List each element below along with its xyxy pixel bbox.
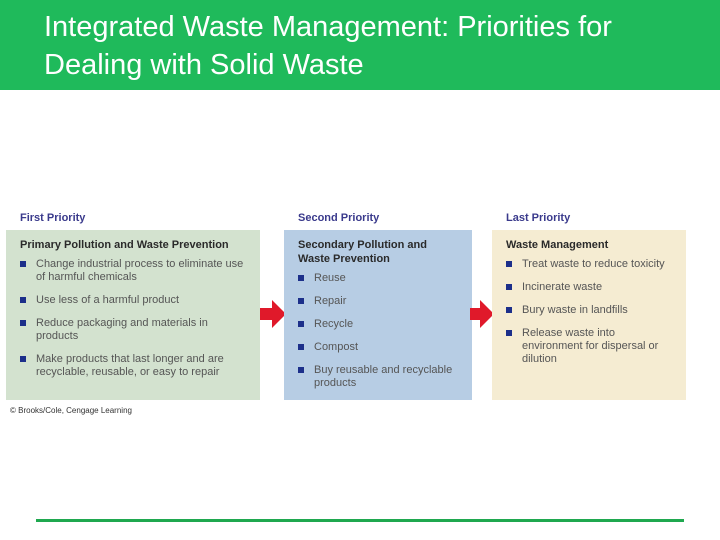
priority-label-second: Second Priority [298,212,380,224]
list-item-text: Reuse [314,272,346,284]
list-item [506,327,672,366]
list-item-text: Buy reusable and recyclable products [314,364,453,389]
square-bullet-icon [506,330,512,336]
list-item-text: Recycle [314,318,354,330]
square-bullet-icon [298,367,304,373]
square-bullet-icon [506,307,512,313]
priority-label-last: Last Priority [506,212,571,224]
square-bullet-icon [20,297,26,303]
list-item-text: Bury waste in landfills [522,304,628,316]
panel-first-priority [6,230,260,400]
panel-heading: Primary Pollution and Waste Prevention [20,239,229,251]
list-item-text: Compost [314,341,359,353]
list-item [506,258,672,271]
list-item [506,281,672,294]
panel-heading: Secondary Pollution and Waste Prevention [298,239,427,265]
panel-last-priority [492,230,686,400]
list-item-text: Treat waste to reduce toxicity [522,258,665,270]
priority-label-first: First Priority [20,212,86,224]
list-item-text: Use less of a harmful product [36,294,180,306]
list-item [298,295,458,308]
list-item-text: Change industrial process to eliminate use of harmful chemicals [36,258,244,283]
square-bullet-icon [506,284,512,290]
list-item [298,364,458,390]
right-arrow-icon [260,300,286,328]
square-bullet-icon [298,321,304,327]
list-item [20,317,246,343]
list-item [506,304,672,317]
square-bullet-icon [20,261,26,267]
list-item [20,294,246,307]
list-item-text: Reduce packaging and materials in products [36,317,208,342]
list-item-text: Make products that last longer and are recyclable, reusable, or easy to repair [36,353,224,378]
panel-second-priority [284,230,472,400]
copyright-credit: © Brooks/Cole, Cengage Learning [10,406,132,415]
right-arrow-icon [470,300,494,328]
footer-divider [36,519,684,522]
list-item-text: Release waste into environment for dispersal or dilution [522,327,659,365]
list-item-text: Incinerate waste [522,281,603,293]
square-bullet-icon [298,344,304,350]
list-item [20,353,246,379]
list-item-text: Repair [314,295,347,307]
square-bullet-icon [298,298,304,304]
priority-diagram [6,208,714,418]
square-bullet-icon [298,275,304,281]
list-item [298,318,458,331]
square-bullet-icon [20,356,26,362]
list-item [298,341,458,354]
title-bar [0,0,720,90]
square-bullet-icon [506,261,512,267]
square-bullet-icon [20,320,26,326]
list-item [20,258,246,284]
list-item [298,272,458,285]
slide-title: Integrated Waste Management: Priorities for Dealing with Solid Waste [44,11,612,81]
panel-heading: Waste Management [506,239,609,251]
